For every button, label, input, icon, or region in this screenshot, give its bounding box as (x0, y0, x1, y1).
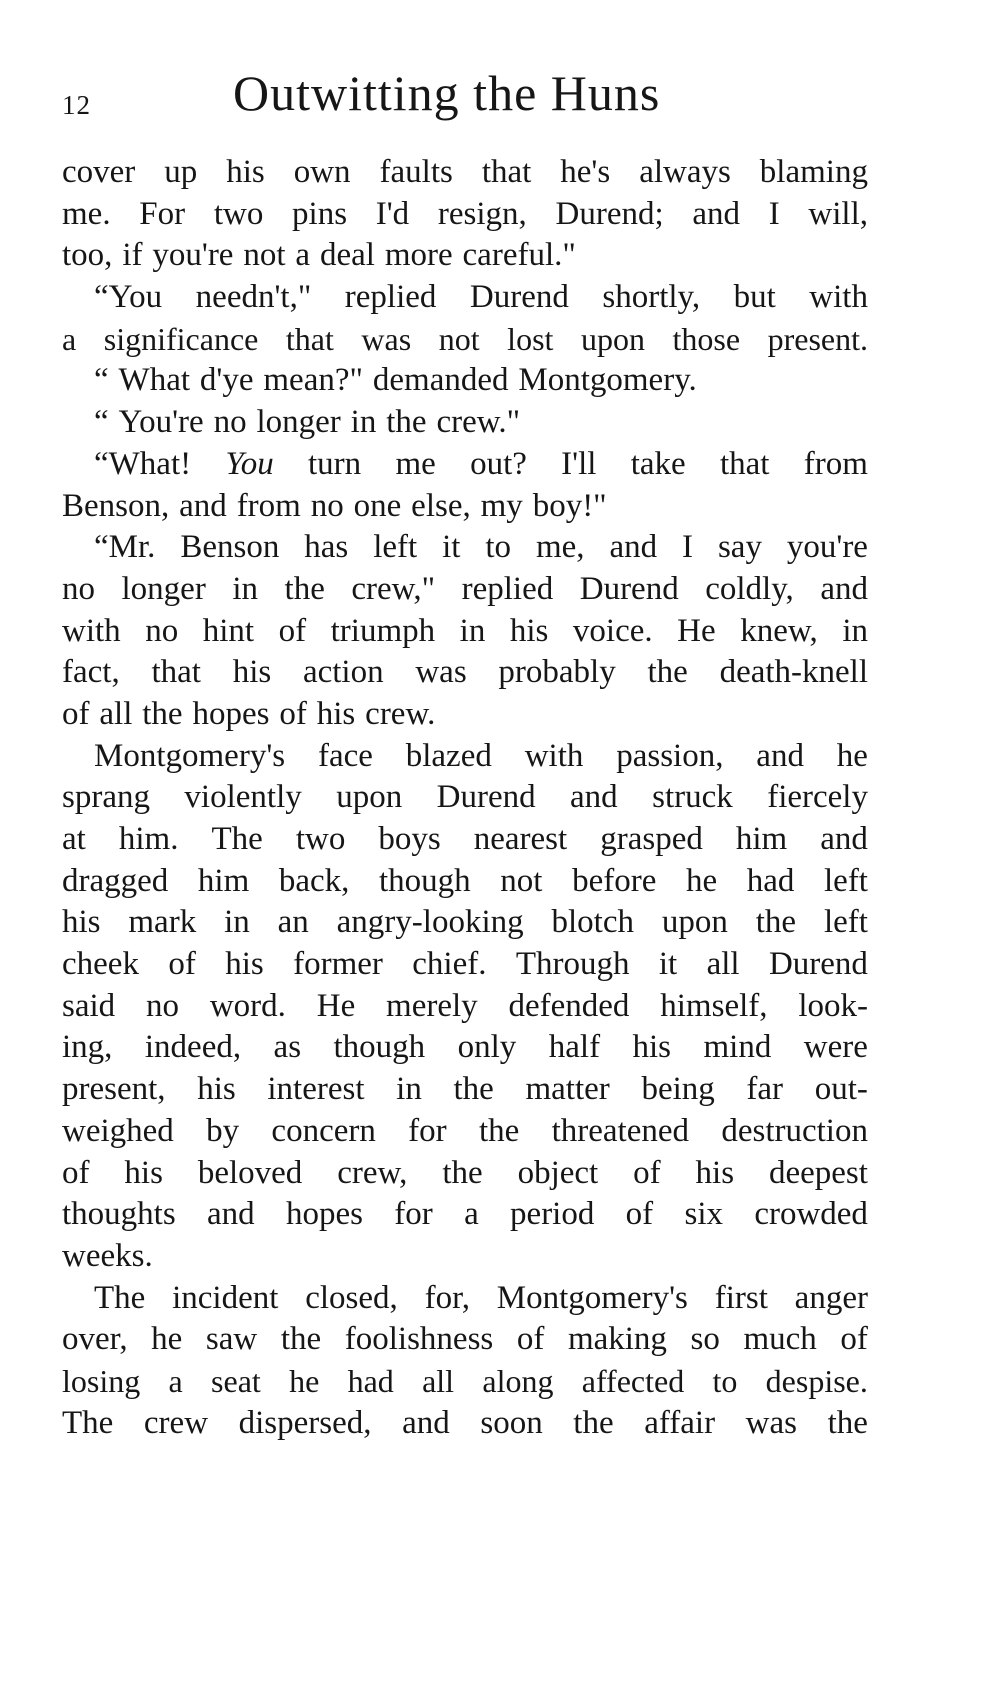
text-line: “ You're no longer in the crew." (94, 404, 521, 441)
text-line: ing, indeed, as though only half his mind were (62, 1029, 868, 1066)
text-line: at him. The two boys nearest grasped him and (62, 821, 868, 857)
text-line: of his beloved crew, the object of his deepest (62, 1154, 868, 1191)
text-line: The crew dispersed, and soon the affair was the (62, 1404, 868, 1441)
text-line: “You needn't," replied Durend shortly, but with (94, 279, 868, 316)
page-header (62, 64, 868, 134)
text-line: over, he saw the foolishness of making so much of (62, 1321, 868, 1358)
text-line: “What! You turn me out? I'll take that from (94, 445, 868, 482)
running-title: Outwitting the Huns (233, 65, 661, 121)
text-line: dragged him back, though not before he had left (62, 862, 868, 899)
text-line: thoughts and hopes for a period of six crowded (62, 1196, 868, 1233)
text-line: sprang violently upon Durend and struck fiercely (62, 779, 868, 816)
text-line: his mark in an angry-looking blotch upon the left (62, 904, 868, 941)
text-line: weighed by concern for the threatened destruction (62, 1112, 868, 1149)
text-line: with no hint of triumph in his voice. He knew, in (62, 612, 868, 649)
text-line: cheek of his former chief. Through it all Durend (62, 946, 868, 983)
text-line: me. For two pins I'd resign, Durend; and I will, (62, 195, 868, 232)
text-line: “ What d'ye mean?" demanded Montgomery. (94, 362, 697, 399)
text-line: no longer in the crew," replied Durend coldly, and (62, 570, 868, 607)
text-line: losing a seat he had all along affected to despise. (62, 1362, 868, 1399)
page-number: 12 (62, 90, 91, 120)
text-line: “Mr. Benson has left it to me, and I say you're (94, 529, 868, 566)
text-line: too, if you're not a deal more careful." (62, 237, 576, 274)
text-line: said no word. He merely defended himself, look- (62, 987, 868, 1024)
text-line: of all the hopes of his crew. (62, 695, 436, 732)
text-line: weeks. (62, 1237, 153, 1274)
text-line: The incident closed, for, Montgomery's first anger (94, 1279, 868, 1316)
text-line: present, his interest in the matter being far out- (62, 1071, 868, 1108)
text-line: Montgomery's face blazed with passion, and he (94, 737, 868, 774)
text-line: Benson, and from no one else, my boy!" (62, 487, 607, 524)
body-text (62, 152, 868, 1444)
text-line: fact, that his action was probably the death-knell (62, 654, 868, 691)
text-line: a significance that was not lost upon those present. (62, 320, 868, 357)
text-line: cover up his own faults that he's always blaming (62, 154, 868, 190)
